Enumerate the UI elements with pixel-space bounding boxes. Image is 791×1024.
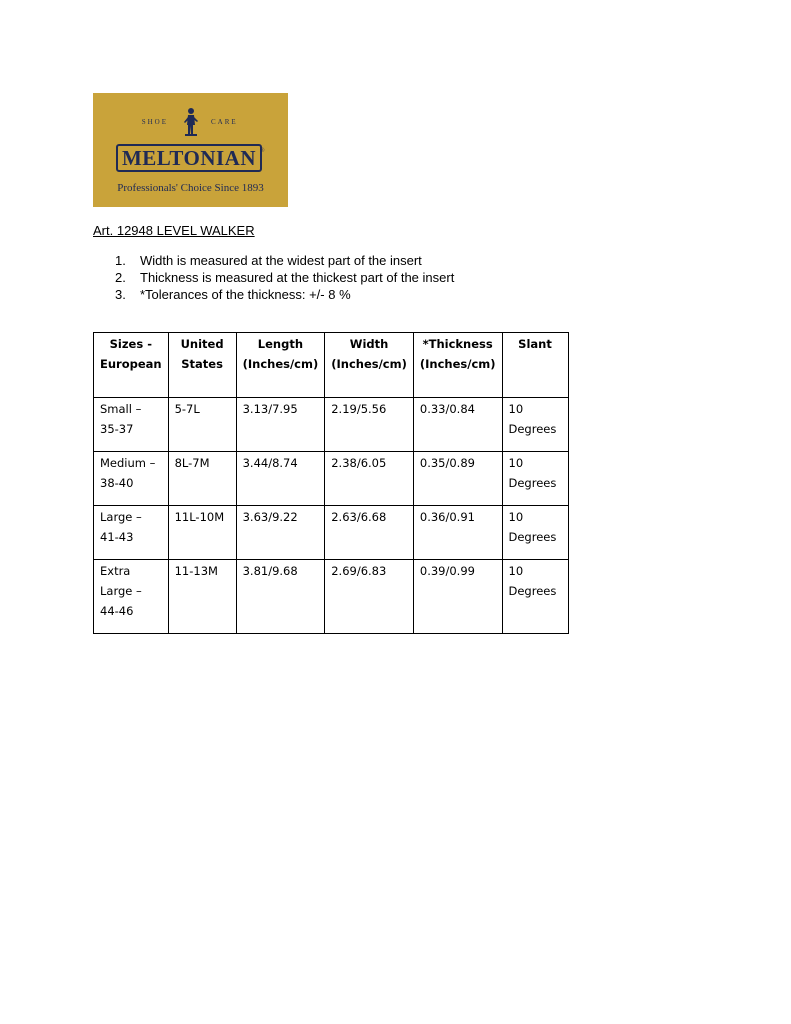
cell-slant: 10 Degrees — [502, 560, 568, 634]
cell-size-us: 11L-10M — [168, 506, 236, 560]
logo-tagline: Professionals' Choice Since 1893 — [117, 182, 264, 194]
table-row — [94, 506, 569, 560]
cell-thickness: 0.35/0.89 — [413, 452, 502, 506]
header-width: Width (Inches/cm) — [325, 333, 414, 398]
note-number: 1. — [115, 253, 126, 268]
cell-thickness: 0.33/0.84 — [413, 398, 502, 452]
cell-width: 2.38/6.05 — [325, 452, 414, 506]
header-slant: Slant — [502, 333, 568, 398]
header-united-states: United States — [168, 333, 236, 398]
cell-length: 3.81/9.68 — [236, 560, 325, 634]
meltonian-logo — [93, 93, 288, 207]
cell-size-us: 11-13M — [168, 560, 236, 634]
cell-slant: 10 Degrees — [502, 452, 568, 506]
table-row — [94, 560, 569, 634]
cell-width: 2.63/6.68 — [325, 506, 414, 560]
cell-slant: 10 Degrees — [502, 506, 568, 560]
note-number: 2. — [115, 270, 126, 285]
header-thickness: *Thickness (Inches/cm) — [413, 333, 502, 398]
cell-size-european: Medium – 38-40 — [94, 452, 169, 506]
note-text: Width is measured at the widest part of the insert — [140, 253, 422, 268]
note-number: 3. — [115, 287, 126, 302]
size-chart-table — [93, 332, 569, 634]
cell-length: 3.44/8.74 — [236, 452, 325, 506]
cell-size-european: Small – 35-37 — [94, 398, 169, 452]
note-text: *Tolerances of the thickness: +/- 8 % — [140, 287, 351, 302]
header-sizes-european: Sizes - European — [94, 333, 169, 398]
logo-care-text: CARE — [211, 118, 238, 126]
cell-size-european: Extra Large – 44-46 — [94, 560, 169, 634]
note-text: Thickness is measured at the thickest part of the insert — [140, 270, 455, 285]
table-row — [94, 452, 569, 506]
table-row — [94, 398, 569, 452]
cell-width: 2.19/5.56 — [325, 398, 414, 452]
cell-size-us: 5-7L — [168, 398, 236, 452]
cell-size-european: Large – 41-43 — [94, 506, 169, 560]
logo-shoe-text: SHOE — [141, 118, 168, 126]
cell-length: 3.13/7.95 — [236, 398, 325, 452]
cell-thickness: 0.39/0.99 — [413, 560, 502, 634]
header-length: Length (Inches/cm) — [236, 333, 325, 398]
cell-thickness: 0.36/0.91 — [413, 506, 502, 560]
article-title: Art. 12948 LEVEL WALKER — [93, 223, 255, 238]
shoeshine-figure-icon — [182, 107, 200, 137]
logo-brand-name: MELTONIAN — [116, 144, 262, 172]
cell-slant: 10 Degrees — [502, 398, 568, 452]
cell-width: 2.69/6.83 — [325, 560, 414, 634]
cell-size-us: 8L-7M — [168, 452, 236, 506]
cell-length: 3.63/9.22 — [236, 506, 325, 560]
logo-registered-mark: ® — [260, 148, 265, 154]
table-header-row — [94, 333, 569, 398]
